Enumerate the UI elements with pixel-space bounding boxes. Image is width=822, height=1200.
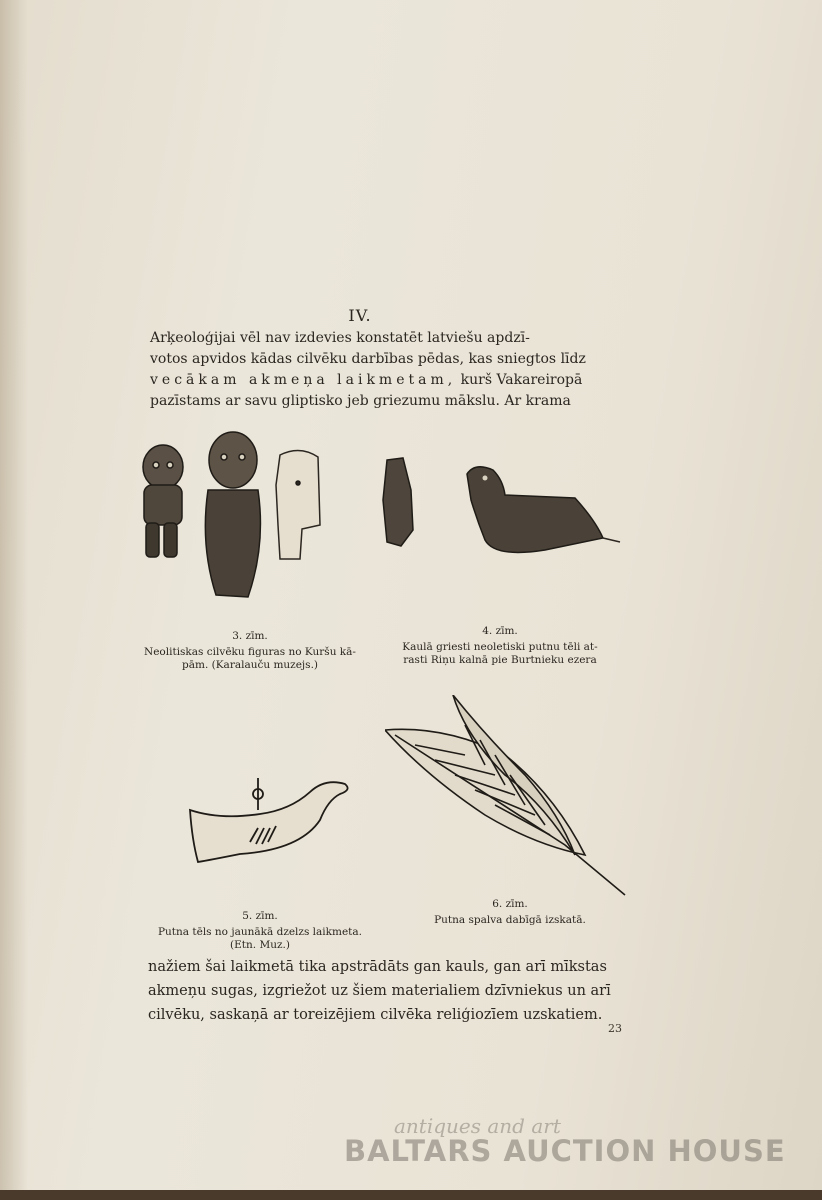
figure-number: 6. zīm.	[492, 898, 528, 910]
caption-text: Kaulā griesti neoletiski putnu tēli at-	[402, 641, 598, 653]
figure-5-caption	[140, 910, 380, 952]
figure-6-caption	[400, 898, 620, 927]
caption-text: rasti Riņu kalnā pie Burtnieku ezera	[403, 654, 597, 666]
text-line: cilvēku, saskaņā ar toreizējiem cilvēka reliģiozīem uzskatiem.	[148, 1007, 603, 1023]
figure-number: 3. zīm.	[232, 630, 268, 642]
text-line: pazīstams ar savu gliptisko jeb griezumu mākslu. Ar krama	[150, 393, 571, 409]
watermark-tagline: antiques and art	[394, 1114, 561, 1138]
text-line: akmeņu sugas, izgriežot uz šiem materialiem dzīvniekus un arī	[148, 983, 611, 999]
caption-text: Neolitiskas cilvēku figuras no Kuršu kā-	[144, 646, 356, 658]
figure-3-caption	[130, 630, 370, 672]
carved-bird-figures-illustration	[375, 450, 625, 565]
spine-shadow	[0, 0, 28, 1190]
emphasized-phrase: vecākam akmeņa laikmetam,	[150, 372, 457, 388]
figure-4-caption	[390, 625, 610, 667]
table-edge	[0, 1190, 822, 1200]
page-number: 23	[608, 1022, 622, 1035]
text-line: votos apvidos kādas cilvēku darbības pēdas, kas sniegtos līdz	[150, 351, 586, 367]
intro-paragraph	[150, 328, 590, 412]
text-line: nažiem šai laikmetā tika apstrādāts gan kauls, gan arī mīkstas	[148, 959, 607, 975]
text-line: kurš Vakareiropā	[456, 372, 583, 388]
bird-feather-illustration	[385, 695, 630, 900]
neolithic-human-figures-illustration	[130, 425, 345, 610]
caption-text: Putna tēls no jaunākā dzelzs laikmeta.	[157, 926, 363, 938]
figure-number: 5. zīm.	[242, 910, 278, 922]
caption-text: (Etn. Muz.)	[230, 939, 290, 951]
figure-number: 4. zīm.	[482, 625, 518, 637]
caption-text: pām. (Karalauču muzejs.)	[182, 659, 318, 671]
auction-watermark	[340, 1108, 786, 1178]
iron-age-bird-figure-illustration	[180, 770, 360, 875]
text-line: Arķeoloģijai vēl nav izdevies konstatēt latviešu apdzī-	[150, 330, 530, 346]
closing-paragraph	[148, 955, 618, 1027]
caption-text: Putna spalva dabīgā izskatā.	[434, 914, 586, 926]
chapter-heading: IV.	[348, 306, 372, 325]
watermark-title: BALTARS AUCTION HOUSE	[344, 1134, 786, 1168]
